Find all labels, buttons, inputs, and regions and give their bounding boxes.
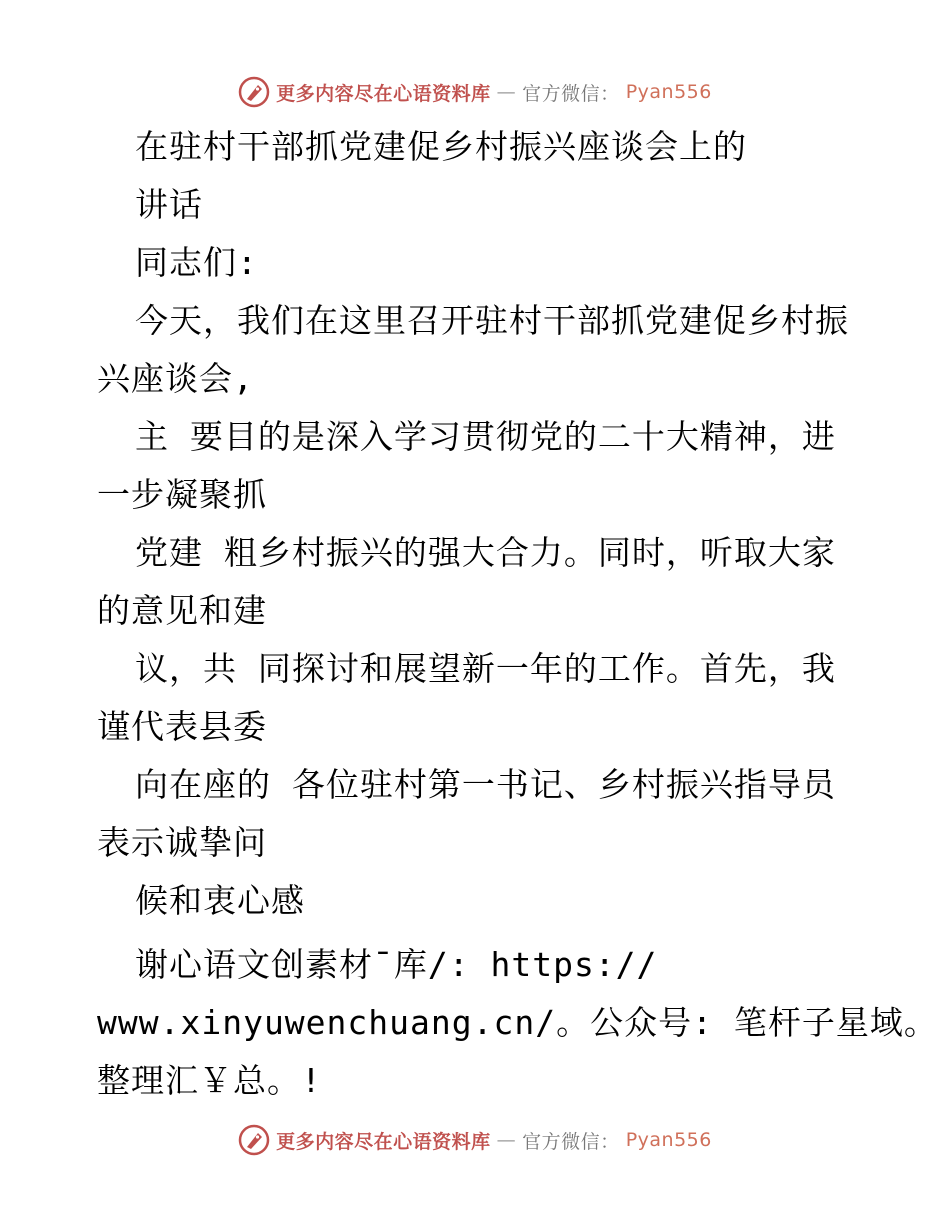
paragraph-line: 主 要目的是深入学习贯彻党的二十大精神，进 (135, 417, 836, 456)
banner-wechat-label: 官方微信： (522, 1130, 620, 1153)
paragraph-line: 谢心语文创素材¯库/: https:// (135, 945, 658, 984)
paragraph-line: 谨代表县委 (97, 707, 267, 746)
paragraph-line: 向在座的 各位驻村第一书记、乡村振兴指导员 (135, 765, 836, 804)
banner-wechat-label: 官方微信： (522, 82, 620, 105)
paragraph-line: 整理汇￥总。! (97, 1061, 322, 1100)
paragraph-line: 今天，我们在这里召开驻村干部抓党建促乡村振 (135, 301, 849, 340)
banner-title: 更多内容尽在心语资料库 (276, 1130, 491, 1153)
banner-title: 更多内容尽在心语资料库 (276, 82, 491, 105)
doc-title-line-2: 讲话 (135, 185, 203, 224)
salutation: 同志们: (135, 243, 258, 282)
banner-wechat-id: Pyan556 (625, 1129, 712, 1151)
website-line: www.xinyuwenchuang.cn/。公众号: 笔杆子星域。 (97, 1003, 938, 1042)
paragraph-line: 的意见和建 (97, 591, 267, 630)
paragraph-line: 兴座谈会, (97, 359, 254, 398)
header-banner (0, 72, 950, 112)
banner-separator: — (496, 1129, 517, 1151)
pen-nib-icon (238, 1124, 270, 1156)
banner-separator: — (496, 81, 517, 103)
doc-title-line-1: 在驻村干部抓党建促乡村振兴座谈会上的 (135, 127, 747, 166)
paragraph-line: 候和衷心感 (135, 881, 305, 920)
paragraph-line: 党建 粗乡村振兴的强大合力。同时，听取大家 (135, 533, 836, 572)
pen-nib-icon (238, 76, 270, 108)
paragraph-line: 议，共 同探讨和展望新一年的工作。首先，我 (135, 649, 836, 688)
banner-wechat-id: Pyan556 (625, 81, 712, 103)
paragraph-line: 表示诚挚问 (97, 823, 267, 862)
footer-banner (0, 1120, 950, 1160)
paragraph-line: 一步凝聚抓 (97, 475, 267, 514)
